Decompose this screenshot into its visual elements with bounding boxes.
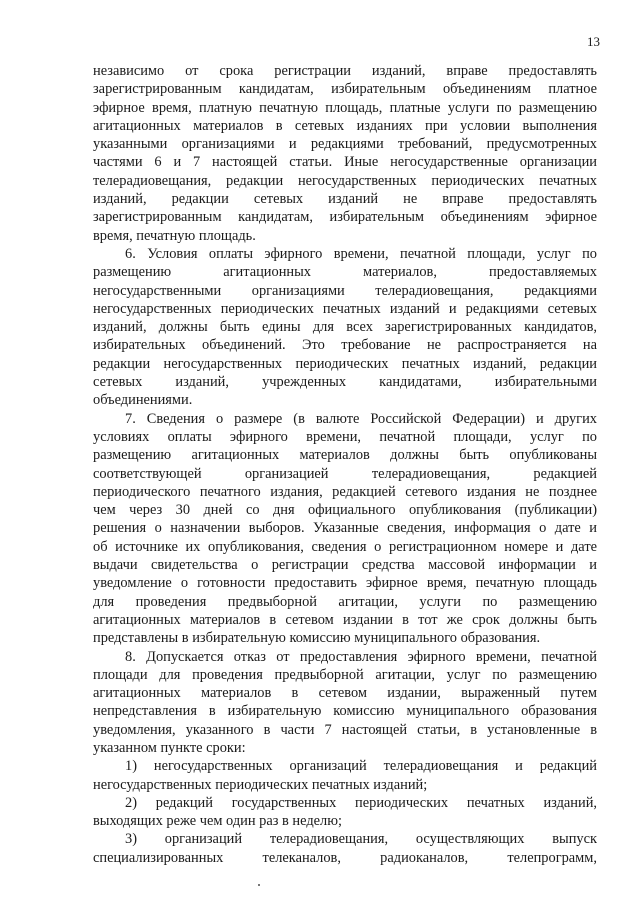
text-line: непредставления в избирательную комиссию муниципального образования [93, 703, 597, 720]
text-line: выходящих реже чем один раз в неделю; [93, 813, 342, 830]
text-line: редакции негосударственных периодических печатных изданий, редакции [93, 355, 597, 372]
text-line: негосударственными организациями телерадиовещания, редакциями [93, 282, 597, 299]
text-line: агитационных материалов в сетевом издании, выраженный путем [93, 685, 597, 702]
text-line: 7. Сведения о размере (в валюте Российской Федерации) и других [125, 410, 597, 427]
text-line: 8. Допускается отказ от предоставления эфирного времени, печатной [125, 648, 597, 665]
text-line: изданий, редакции сетевых изданий не вправе предоставлять [93, 191, 597, 208]
text-line: 3) организаций телерадиовещания, осуществляющих выпуск [125, 831, 597, 848]
text-line: указанном пункте сроки: [93, 739, 246, 756]
text-line: негосударственных периодических печатных изданий; [93, 776, 428, 793]
text-line: независимо от срока регистрации изданий, вправе предоставлять [93, 63, 597, 79]
text-line: телерадиовещания, редакции негосударственных периодических печатных [93, 172, 597, 189]
text-line: специализированных телеканалов, радиоканалов, телепрограмм, [93, 849, 597, 866]
text-line: представлены в избирательную комиссию муниципального образования. [93, 630, 541, 647]
text-line: периодического печатного издания, редакцией сетевого издания не позднее [93, 483, 597, 500]
text-line: чем через 30 дней со дня официального опубликования (публикации) [93, 502, 597, 519]
text-line: площади для проведения предвыборной агитации, услуг по размещению [93, 666, 597, 683]
text-line: 6. Условия оплаты эфирного времени, печатной площади, услуг по [125, 245, 597, 262]
text-line: зарегистрированным кандидатам, избирательным объединениям платное [93, 81, 597, 98]
text-line: частями 6 и 7 настоящей статьи. Иные негосударственные организации [93, 154, 597, 171]
text-line: 2) редакций государственных периодических печатных изданий, [125, 794, 597, 811]
text-line: эфирное время, платную печатную площадь, платные услуги по размещению [93, 99, 597, 116]
text-line: изданий, должны быть едины для всех зарегистрированных кандидатов, [93, 319, 597, 336]
text-line: соответствующей организацией телерадиовещания, редакцией [93, 465, 597, 482]
page-number: 13 [587, 34, 600, 49]
text-line: указанными организациями и редакциями требований, предусмотренных [93, 136, 597, 153]
text-line: для проведения предвыборной агитации, услуги по размещению [93, 593, 597, 610]
text-line: выдачи свидетельства о регистрации средства массовой информации и [93, 557, 597, 574]
scan-speck [258, 884, 260, 886]
text-line: сетевых изданий, учрежденных кандидатами, избирательными [93, 374, 597, 391]
text-line: объединениями. [93, 392, 193, 409]
text-line: об источнике их опубликования, сведения о регистрационном номере и дате [93, 538, 597, 555]
text-line: решения о назначении выборов. Указанные сведения, информация о дате и [93, 520, 597, 537]
text-line: время, печатную площадь. [93, 227, 256, 244]
text-line: агитационных материалов в сетевом издании в тот же срок должны быть [93, 611, 597, 628]
text-line: избирательных объединений. Это требование не распространяется на [93, 337, 597, 354]
text-line: размещению агитационных материалов должны быть опубликованы [93, 447, 597, 464]
text-line: агитационных материалов в сетевых изданиях при условии выполнения [93, 117, 597, 134]
text-line: условиях оплаты эфирного времени, печатной площади, услуг по [93, 428, 597, 445]
text-line: уведомления, указанного в части 7 настоящей статьи, в установленные в [93, 721, 597, 738]
text-line: уведомление о готовности предоставить эфирное время, печатную площадь [93, 575, 597, 592]
text-line: 1) негосударственных организаций телерадиовещания и редакций [125, 758, 597, 775]
text-line: размещению агитационных материалов, предоставляемых [93, 264, 597, 281]
text-line: зарегистрированным кандидатам, избирательным объединениям эфирное [93, 209, 597, 226]
body-text [93, 62, 597, 867]
text-line: негосударственных периодических печатных изданий и редакциями сетевых [93, 300, 597, 317]
